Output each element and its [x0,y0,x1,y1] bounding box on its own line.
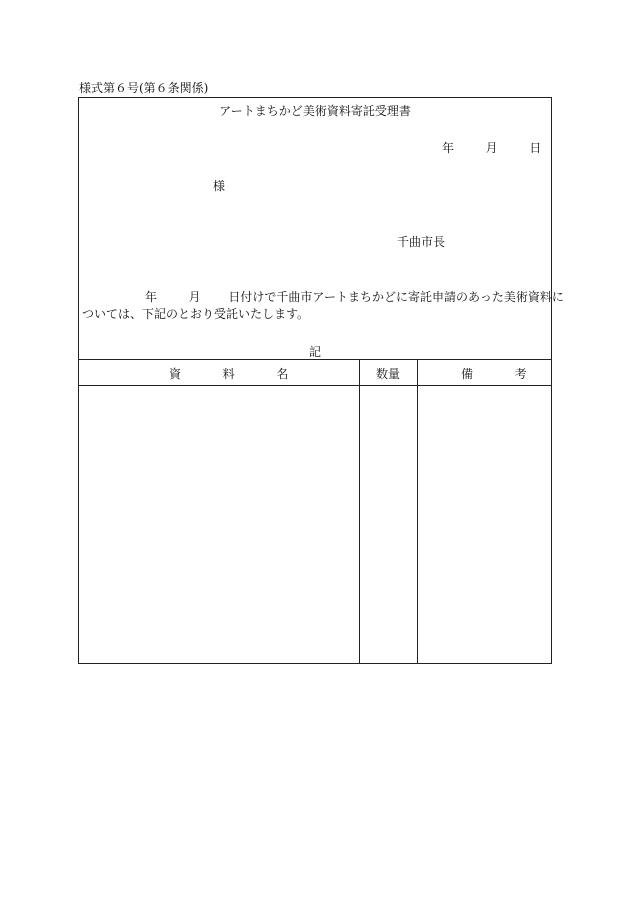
header-quantity: 数量 [376,367,401,381]
date-month-label: 月 [485,141,498,155]
table-divider-quantity [359,359,360,663]
issuer-name: 千曲市長 [397,235,446,249]
header-remarks-char-2: 考 [514,367,527,381]
form-label: 様式第６号(第６条関係) [79,81,209,95]
header-name-char-1: 資 [169,367,182,381]
body-line1-text: 日付けで千曲市アートまちかどに寄託申請のあった美術資料に [228,290,564,304]
date-year-label: 年 [442,141,455,155]
table-divider-remarks [417,359,418,663]
body-year-label: 年 [145,290,158,304]
header-name-char-3: 名 [276,367,289,381]
header-name-char-2: 料 [222,367,235,381]
body-text-line-2: ついては、下記のとおり受託いたします。 [82,307,310,321]
body-month-label: 月 [188,290,201,304]
issue-date [442,139,541,156]
header-remarks [461,365,527,382]
date-day-label: 日 [529,141,542,155]
document-title: アートまちかど美術資料寄託受理書 [219,104,411,118]
addressee-suffix: 様 [213,179,226,193]
header-material-name [169,365,288,382]
table-top-border [79,359,551,360]
header-remarks-char-1: 備 [461,367,474,381]
table-header-border [79,385,551,386]
body-text-line-1 [145,288,564,305]
ki-heading: 記 [308,345,321,359]
receipt-form-frame [78,97,564,664]
